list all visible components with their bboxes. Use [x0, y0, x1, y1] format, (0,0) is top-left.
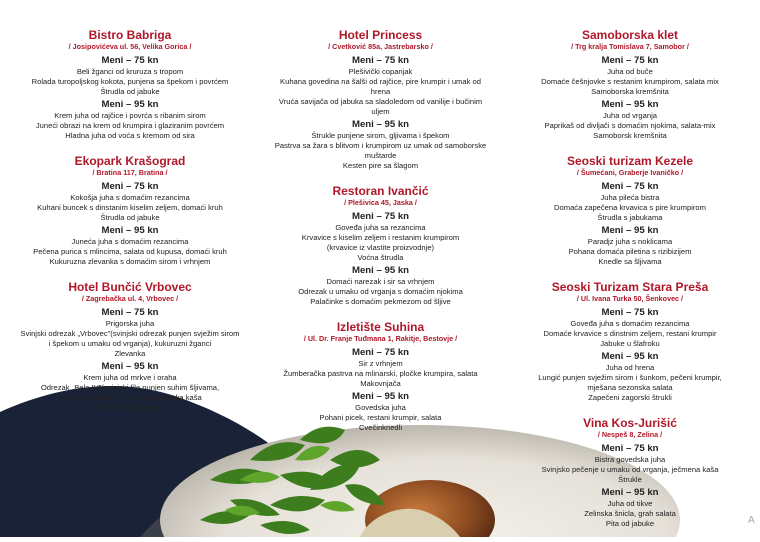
menu-item: Juha od hrena: [605, 363, 655, 372]
column-middle: [263, 28, 498, 446]
menu-item: Juneća juha s domaćim rezancima: [71, 237, 189, 246]
menu-item: Pita od jabuke: [605, 519, 655, 528]
menu-item: Vruća savijača od jabuka sa sladoledom od vanilije i bučinim: [278, 97, 483, 106]
menu-item: Juha od tikve: [607, 499, 653, 508]
restaurant-address: / Ul. Dr. Franje Tuđmana 1, Rakitje, Bestovje /: [303, 334, 458, 343]
restaurant-name: Restoran Ivančić: [332, 184, 429, 198]
menu-price-title: Meni – 75 kn: [351, 347, 410, 358]
restaurant-card: [15, 154, 245, 267]
menu-item: Krvavice s kiselim zeljem i restanim krumpirom: [301, 233, 460, 242]
restaurant-address: / Zagrebačka ul. 4, Vrbovec /: [81, 294, 179, 303]
menu-item: Kokošja juha s domaćim rezancima: [70, 193, 190, 202]
restaurant-name: Vina Kos-Jurišić: [583, 416, 677, 430]
menu-price-title: Meni – 75 kn: [601, 443, 659, 454]
menu-item: Cvečinknedli: [358, 423, 403, 432]
menu-item: Juneći obrazi na krem od krumpira i glaziranim povrćem: [35, 121, 225, 130]
menu-item: Govedska juha: [355, 403, 406, 412]
restaurant-name: Samoborska klet: [581, 28, 679, 42]
menu-item: Kukuruzna zlevanka s domaćim sirom i vrhnjem: [49, 257, 211, 266]
restaurant-card: [515, 28, 745, 141]
restaurant-address: / Šumećani, Graberje Ivaničko /: [576, 168, 684, 177]
menu-item: Paradjz juha s noklicama: [587, 237, 673, 246]
menu-item: Zapečeni zagorski štrukli: [588, 393, 672, 402]
menu-price-title: Meni – 95 kn: [351, 119, 410, 130]
menu-price-title: Meni – 95 kn: [101, 99, 159, 110]
menu-price-title: Meni – 75 kn: [101, 307, 159, 318]
menu-item: Samoborsk kremšnita: [593, 131, 667, 140]
menu-item: Svinjski odrezak „Vrbovec"(svinjski odrezak punjen svježim sirom: [20, 329, 240, 338]
svg-text:A: A: [748, 515, 755, 526]
menu-item: Palačinke s domaćim pekmezom od šljive: [310, 297, 451, 306]
menu-item: Bistra govedska juha: [594, 455, 666, 464]
menu-item: Zlevanka: [114, 349, 146, 358]
menu-item: Štrudla od jabuke: [100, 213, 160, 222]
menu-item: Plešivički copanjak: [348, 67, 413, 76]
column-right: [515, 28, 745, 542]
menu-item: Domaće češnjovke s restanim krumpirom, salata mix: [541, 77, 719, 86]
menu-item: Knedle sa šljivama: [598, 257, 662, 266]
restaurant-name: Hotel Princess: [338, 28, 423, 42]
restaurant-address: / Josipovićeva ul. 56, Velika Gorica /: [68, 42, 192, 51]
restaurant-address: / Plešivica 45, Jaska /: [344, 198, 417, 207]
menu-price-title: Meni – 95 kn: [601, 487, 659, 498]
menu-item: Pastrva sa žara s blitvom i krumpirom uz umak od samoborske: [274, 141, 487, 150]
menu-item: Voćna štrudla: [357, 253, 404, 262]
restaurant-name: Bistro Babriga: [88, 28, 172, 42]
menu-item: Pohana domaća piletina s rizibizijem: [568, 247, 692, 256]
restaurant-card: [263, 320, 498, 433]
menu-item: Štrukle: [618, 475, 642, 484]
restaurant-card: [15, 28, 245, 141]
restaurant-address: / Bratina 117, Bratina /: [92, 168, 168, 177]
menu-item: Domaća zapečena krvavica s pire krumpirom: [554, 203, 706, 212]
menu-item: Makovnjača: [360, 379, 401, 388]
menu-price-title: Meni – 95 kn: [101, 361, 159, 372]
restaurant-card: [15, 280, 245, 413]
menu-price-title: Meni – 75 kn: [601, 307, 659, 318]
menu-price-title: Meni – 75 kn: [601, 181, 659, 192]
menu-price-title: Meni – 75 kn: [601, 55, 659, 66]
menu-item: Paprikaš od divljači s domaćim njokima, salata-mix: [544, 121, 716, 130]
restaurant-address: / Nespeš 8, Zelina /: [597, 430, 663, 439]
restaurant-address: / Cvetković 85a, Jastrebarsko /: [328, 42, 433, 51]
menu-item: Samoborska kremšnita: [591, 87, 669, 96]
restaurant-name: Seoski Turizam Stara Preša: [551, 280, 709, 294]
menu-item: Sir z vrhnjem: [358, 359, 403, 368]
menu-price-title: Meni – 95 kn: [601, 351, 659, 362]
menu-item: Prigorska juha: [105, 319, 155, 328]
menu-item: domaćom šunkom i sirom), hajdinska kaša: [58, 393, 202, 402]
menu-item: Beli žganci od kruruza s tropom: [76, 67, 184, 76]
menu-price-title: Meni – 95 kn: [101, 225, 159, 236]
column-left: [15, 28, 245, 426]
menu-item: Juha pileća bistra: [600, 193, 660, 202]
menu-item: Lungić punjen svježim sirom i šunkom, pečeni krumpir,: [538, 373, 722, 382]
restaurant-card: [515, 416, 745, 529]
menu-item: Goveđa juha s domaćim rezancima: [570, 319, 690, 328]
menu-price-title: Meni – 75 kn: [101, 55, 159, 66]
menu-item: uljem: [371, 107, 390, 116]
restaurant-name: Izletište Suhina: [336, 320, 425, 334]
menu-item: Zelinska šnicla, grah salata: [584, 509, 676, 518]
menu-item: (krvavice iz vlastite proizvodnje): [326, 243, 435, 252]
menu-item: Kesten pire sa šlagom: [342, 161, 419, 170]
menu-item: Krem juha od rajčice i povrća s ribanim sirom: [54, 111, 206, 120]
menu-item: Juha od vrganja: [602, 111, 658, 120]
menu-item: Žumberačka pastrva na mlinarski, pločke krumpira, salata: [283, 369, 478, 378]
restaurant-name: Hotel Bunčić Vrbovec: [68, 280, 192, 294]
menu-item: Juha od buče: [607, 67, 653, 76]
restaurant-card: [515, 280, 745, 403]
menu-item: i špekom u umaku od vrganja), kukuruzni žganci: [48, 339, 212, 348]
menu-item: muštarde: [364, 151, 397, 160]
menu-item: hrena: [370, 87, 391, 96]
menu-price-title: Meni – 95 kn: [601, 99, 659, 110]
menu-item: Štrudla s jabukama: [597, 213, 663, 222]
restaurant-card: [263, 28, 498, 171]
restaurant-card: [515, 154, 745, 267]
menu-item: Odrezak „Bela IV"(svinjski file punjen suhim šljivama,: [40, 383, 220, 392]
menu-price-title: Meni – 75 kn: [101, 181, 159, 192]
menu-item: Domaće krvavice s dinstnim zeljem, restani krumpir: [543, 329, 717, 338]
menu-item: Knedle sa šljivama: [98, 403, 162, 412]
menu-item: mješana sezonska salata: [587, 383, 673, 392]
menu-item: Štrukle punjene sirom, gljivama i špekom: [311, 131, 450, 140]
menu-item: Odrezak u umaku od vrganja s domaćim njokima: [298, 287, 463, 296]
menu-item: Štrudla od jabuke: [100, 87, 160, 96]
restaurant-address: / Ul. Ivana Turka 50, Šenkovec /: [576, 294, 684, 303]
menu-item: Goveđa juha sa rezancima: [335, 223, 426, 232]
menu-item: Hladna juha od voća s kremom od sira: [65, 131, 195, 140]
menu-item: Jabuke u šlafroku: [600, 339, 660, 348]
restaurant-name: Ekopark Krašograd: [74, 154, 186, 168]
menu-price-title: Meni – 75 kn: [351, 211, 410, 222]
restaurant-card: [263, 184, 498, 307]
menu-item: Pohani picek, restani krumpir, salata: [319, 413, 442, 422]
restaurant-address: / Trg kralja Tomislava 7, Samobor /: [571, 42, 689, 51]
menu-item: Kuhana govedina na šalši od rajčice, pire krumpir i umak od: [280, 77, 481, 86]
menu-item: Domaći narezak i sir sa vrhnjem: [326, 277, 435, 286]
menu-item: Svinjsko pečenje u umaku od vrganja, ječmena kaša: [541, 465, 719, 474]
menu-item: Pečena purica s mlincima, salata od kupusa, domaći kruh: [33, 247, 227, 256]
menu-price-title: Meni – 95 kn: [601, 225, 659, 236]
restaurant-name: Seoski turizam Kezele: [566, 154, 694, 168]
menu-item: Krem juha od mrkve i oraha: [83, 373, 177, 382]
menu-price-title: Meni – 95 kn: [351, 391, 410, 402]
menu-price-title: Meni – 75 kn: [351, 55, 410, 66]
menu-item: Kuhani buncek s dinstanim kiselim zeljem, domaći kruh: [37, 203, 223, 212]
menu-item: Rolada turopoljskog kokota, punjena sa špekom i povrćem: [31, 77, 229, 86]
menu-price-title: Meni – 95 kn: [351, 265, 410, 276]
